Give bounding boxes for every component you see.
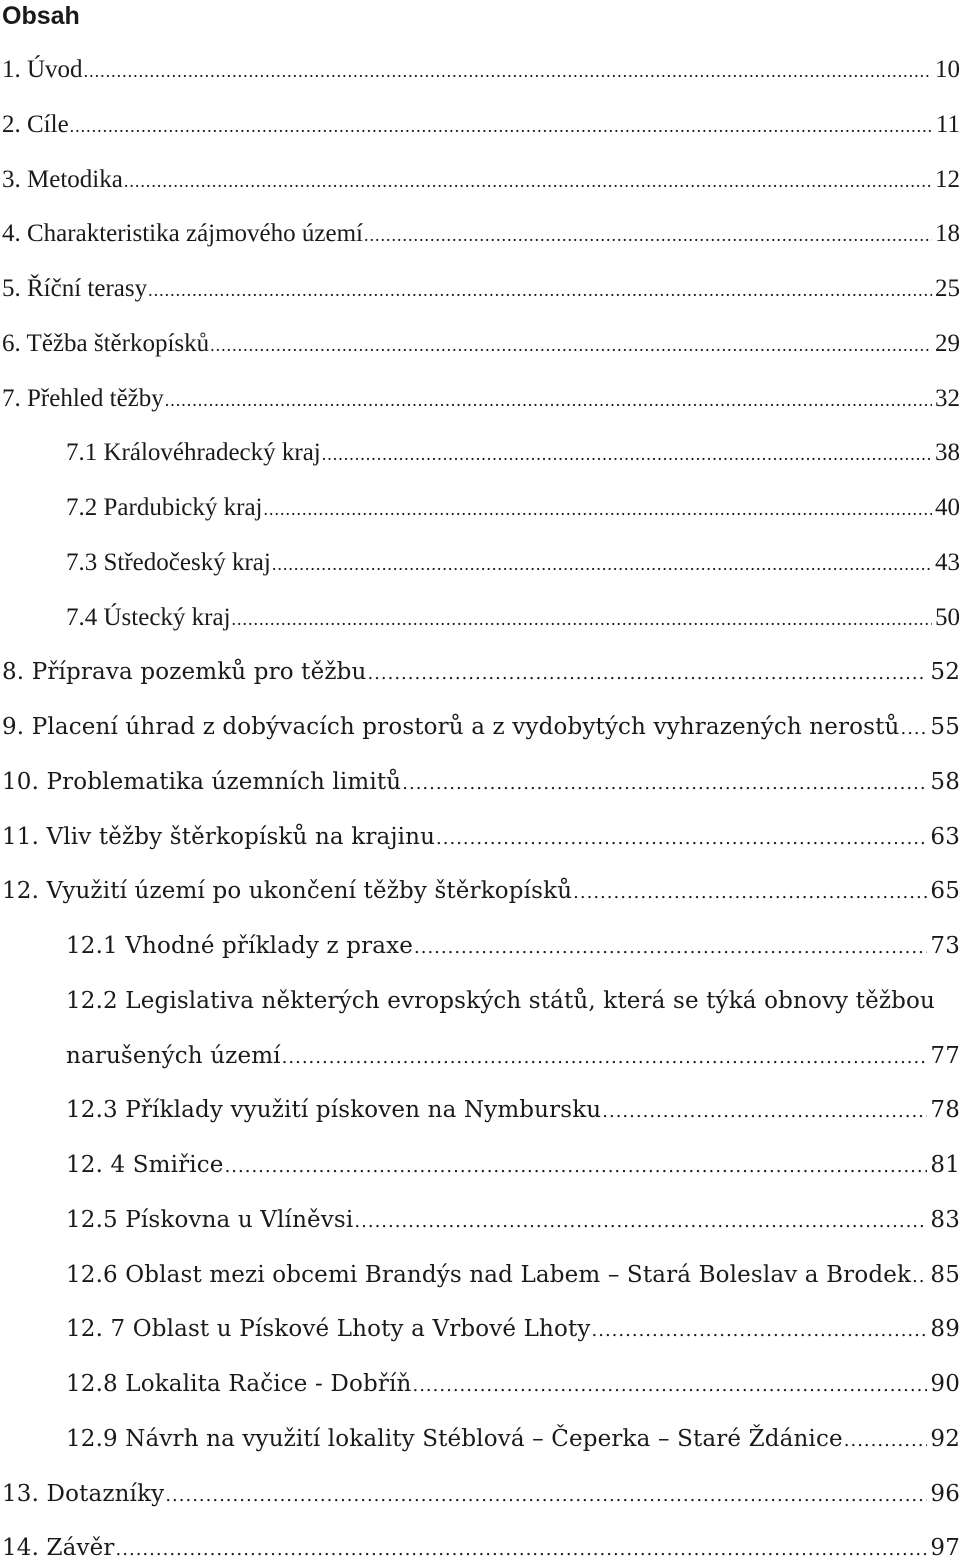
toc-entry-title: 7.3 Středočeský kraj xyxy=(66,548,271,576)
toc-entry[interactable] xyxy=(66,1312,960,1346)
toc-entry-title: 6. Těžba štěrkopísků xyxy=(2,329,210,357)
toc-entry[interactable] xyxy=(2,108,960,142)
toc-dot-leader xyxy=(165,1479,927,1513)
toc-page-number: 43 xyxy=(935,548,960,576)
toc-entry-title: narušených území xyxy=(66,1042,281,1069)
toc-entry-title: 7.4 Ústecký kraj xyxy=(66,603,231,631)
toc-entry-title: 7. Přehled těžby xyxy=(2,384,164,412)
toc-page-number: 58 xyxy=(930,768,960,795)
toc-page-number: 90 xyxy=(930,1371,960,1397)
toc-dot-leader xyxy=(414,931,927,965)
toc-dot-leader xyxy=(573,876,927,910)
toc-page-number: 97 xyxy=(930,1535,960,1562)
toc-entry-title: 12.5 Pískovna u Vlíněvsi xyxy=(66,1206,354,1233)
toc-entry-title: 11. Vliv těžby štěrkopísků na krajinu xyxy=(2,823,436,850)
toc-entry[interactable] xyxy=(66,546,960,580)
toc-page-number: 83 xyxy=(930,1206,960,1233)
toc-entry[interactable] xyxy=(2,820,960,854)
toc-dot-leader xyxy=(148,273,932,307)
toc-title: Obsah xyxy=(2,2,80,30)
toc-entry[interactable] xyxy=(66,1203,960,1237)
toc-dot-leader xyxy=(912,1260,927,1294)
toc-entry[interactable] xyxy=(2,874,960,908)
toc-dot-leader xyxy=(84,54,932,88)
toc-page-number: 96 xyxy=(930,1480,960,1507)
toc-page-number: 38 xyxy=(935,439,960,467)
toc-dot-leader xyxy=(844,1424,928,1458)
toc-page-number: 89 xyxy=(930,1316,960,1343)
toc-dot-leader xyxy=(124,164,932,198)
toc-entry-title: 12. 7 Oblast u Pískové Lhoty a Vrbové Lhoty xyxy=(66,1316,591,1343)
toc-dot-leader xyxy=(364,218,932,252)
toc-entry[interactable] xyxy=(2,382,960,416)
toc-entry[interactable] xyxy=(2,53,960,87)
toc-page-number: 40 xyxy=(935,494,960,521)
toc-dot-leader xyxy=(354,1205,927,1239)
toc-page-number: 77 xyxy=(930,1042,960,1069)
toc-entry-title: 3. Metodika xyxy=(2,165,123,193)
toc-entry[interactable] xyxy=(2,272,960,306)
toc-entry[interactable] xyxy=(66,1422,960,1456)
toc-entry[interactable] xyxy=(66,601,960,635)
toc-dot-leader xyxy=(70,109,933,143)
toc-entry-title: 4. Charakteristika zájmového území xyxy=(2,220,363,248)
toc-entry-title: 12.2 Legislativa některých evropských států, která se týká obnovy těžbou xyxy=(66,987,935,1014)
toc-dot-leader xyxy=(900,712,927,746)
toc-entry-title: 5. Říční terasy xyxy=(2,275,148,302)
toc-entry[interactable] xyxy=(2,163,960,197)
toc-entry-title: 1. Úvod xyxy=(2,56,83,83)
toc-entry[interactable] xyxy=(66,491,960,525)
toc-page-number: 78 xyxy=(930,1097,960,1124)
toc-dot-leader xyxy=(402,767,927,801)
toc-entry-title: 7.2 Pardubický kraj xyxy=(66,494,263,521)
toc-page-number: 25 xyxy=(935,275,960,302)
toc-page-number: 18 xyxy=(935,220,960,248)
toc-entry[interactable] xyxy=(66,929,960,963)
toc-entry[interactable] xyxy=(66,1367,960,1401)
toc-entry[interactable] xyxy=(2,1477,960,1511)
toc-entry[interactable] xyxy=(2,655,960,689)
toc-page-number: 92 xyxy=(930,1425,960,1452)
toc-entry-title: 8. Příprava pozemků pro těžbu xyxy=(2,659,367,686)
toc-page-number: 32 xyxy=(935,384,960,412)
toc-page-number: 11 xyxy=(935,110,960,138)
toc-page-number: 12 xyxy=(935,165,960,193)
toc-dot-leader xyxy=(282,1041,928,1075)
toc-entry[interactable] xyxy=(2,765,960,799)
toc-dot-leader xyxy=(165,383,932,417)
toc-entry-title: 12.6 Oblast mezi obcemi Brandýs nad Labem – Stará Boleslav a Brodek xyxy=(66,1261,912,1288)
toc-dot-leader xyxy=(116,1533,928,1567)
toc-dot-leader xyxy=(232,602,932,636)
toc-dot-leader xyxy=(322,437,932,471)
toc-dot-leader xyxy=(210,328,932,362)
toc-page-number: 81 xyxy=(930,1152,960,1178)
toc-entry[interactable] xyxy=(66,1148,960,1182)
toc-entry[interactable] xyxy=(2,217,960,251)
toc-entry-title: 12.3 Příklady využití pískoven na Nymbursku xyxy=(66,1097,602,1124)
toc-entry-title: 13. Dotazníky xyxy=(2,1480,165,1507)
toc-entry-title: 12. Využití území po ukončení těžby štěrkopísků xyxy=(2,878,573,905)
toc-entry-title: 10. Problematika územních limitů xyxy=(2,768,402,795)
toc-page-number: 55 xyxy=(930,714,960,740)
toc-page-number: 50 xyxy=(935,603,960,631)
toc-dot-leader xyxy=(602,1095,927,1129)
toc-page-number: 52 xyxy=(930,659,960,686)
toc-entry[interactable] xyxy=(66,984,960,1018)
toc-page-number: 73 xyxy=(930,933,960,959)
toc-dot-leader xyxy=(225,1150,928,1184)
toc-entry-title: 12. 4 Smiřice xyxy=(66,1152,224,1178)
toc-dot-leader xyxy=(367,657,927,691)
toc-dot-leader xyxy=(272,547,932,581)
toc-entry-title: 9. Placení úhrad z dobývacích prostorů a z vydobytých vyhrazených nerostů xyxy=(2,714,900,740)
toc-page-number: 65 xyxy=(930,878,960,905)
toc-entry[interactable] xyxy=(66,436,960,470)
toc-entry[interactable] xyxy=(2,327,960,361)
toc-entry-title: 14. Závěr xyxy=(2,1535,115,1562)
toc-dot-leader xyxy=(263,492,932,526)
toc-dot-leader xyxy=(592,1314,928,1348)
toc-page-number: 85 xyxy=(930,1261,960,1288)
toc-entry-title: 12.8 Lokalita Račice - Dobříň xyxy=(66,1371,412,1397)
toc-page-number: 29 xyxy=(935,329,960,357)
toc-entry-title: 12.9 Návrh na využití lokality Stéblová – Čeperka – Staré Ždánice xyxy=(66,1425,843,1452)
toc-entry-title: 12.1 Vhodné příklady z praxe xyxy=(66,933,413,959)
toc-entry[interactable] xyxy=(2,710,960,744)
toc-entry[interactable] xyxy=(2,1531,960,1565)
toc-entry-title: 7.1 Královéhradecký kraj xyxy=(66,439,321,467)
toc-entry-title: 2. Cíle xyxy=(2,110,69,138)
toc-entry[interactable] xyxy=(66,1039,960,1073)
toc-page-number: 63 xyxy=(930,823,960,850)
toc-entry[interactable] xyxy=(66,1258,960,1292)
toc-page-number: 10 xyxy=(935,56,960,83)
toc-dot-leader xyxy=(412,1369,927,1403)
toc-entry[interactable] xyxy=(66,1093,960,1127)
toc-dot-leader xyxy=(436,822,927,856)
